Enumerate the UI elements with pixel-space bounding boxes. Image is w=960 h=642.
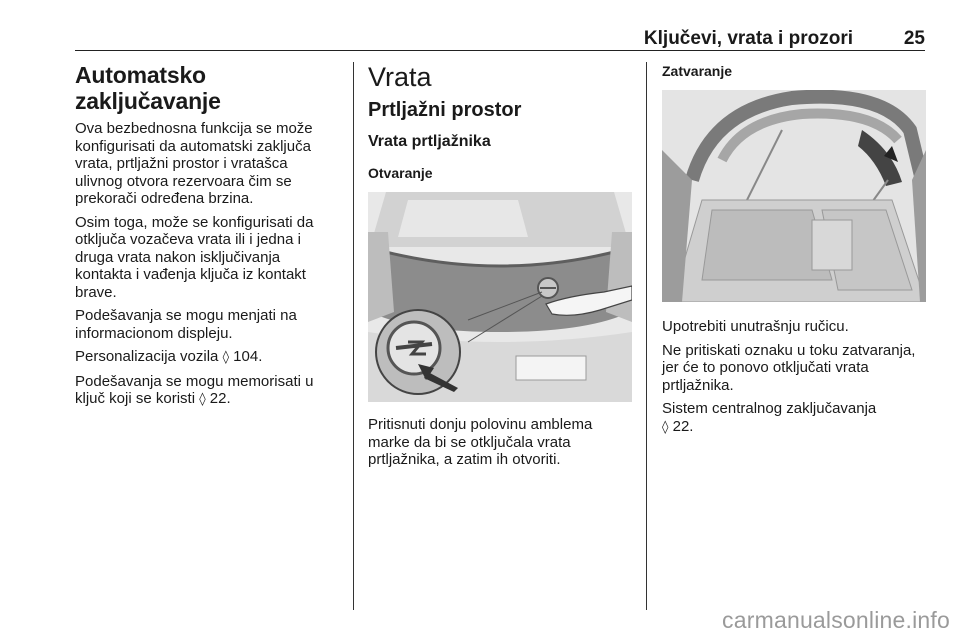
subheading-opening: Otvaranje <box>368 165 433 181</box>
page-reference-icon: ◊ <box>222 350 230 365</box>
chapter-heading-doors: Vrata <box>368 62 432 92</box>
paragraph: Osim toga, može se konfigurisati da otključa vozačeva vrata ili i jedna i druga vrata nakon isključivanja kontakta i vađenja ključa iz kontakt brave. <box>75 213 314 301</box>
subsection-heading-tailgate: Vrata prtljažnika <box>368 133 491 150</box>
paragraph-text: Sistem centralnog zaključavanja <box>662 400 877 417</box>
paragraph: Podešavanja se mogu menjati na informacionom displeju. <box>75 307 297 342</box>
paragraph-with-reference <box>662 400 926 436</box>
paragraph: Upotrebiti unutrašnju ručicu. <box>662 318 849 335</box>
paragraph-text: Podešavanja se mogu memorisati u ključ koji se koristi <box>75 372 314 407</box>
paragraph-text: Personalizacija vozila <box>75 348 223 365</box>
column-doors <box>368 62 632 475</box>
column-divider-1 <box>353 62 354 610</box>
tailgate-opening-illustration <box>368 192 632 402</box>
page-number: 25 <box>903 28 925 49</box>
page-reference-icon: ◊ <box>199 392 206 407</box>
page-reference[interactable]: 104. <box>229 348 263 365</box>
page-reference-icon: ◊ <box>662 419 669 435</box>
paragraph: Ne pritiskati oznaku u toku zatvaranja, jer će to ponovo otključati vrata prtljažnika. <box>662 341 916 394</box>
column-closing <box>662 62 926 442</box>
page-reference[interactable]: 22. <box>205 390 231 407</box>
chapter-title: Ključevi, vrata i prozori <box>643 28 853 49</box>
paragraph-with-reference <box>75 373 337 409</box>
section-heading-automatic-locking: Automatsko zaključavanje <box>75 62 221 114</box>
page-reference[interactable]: 22. <box>668 417 694 435</box>
subheading-closing: Zatvaranje <box>662 63 733 79</box>
figure-caption: Pritisnuti donju polovinu amblema marke da bi se otključala vrata prtljažnika, a zatim ih otvoriti. <box>368 416 593 468</box>
watermark: carmanualsonline.info <box>722 607 950 633</box>
column-automatic-locking <box>75 62 337 415</box>
paragraph: Ova bezbednosna funkcija se može konfigurisati da automatski zaključa vrata, prtljažni prostor i vratašca ulivnog otvora rezervoara čim se prekorači određena brzina. <box>75 120 313 207</box>
tailgate-closing-illustration <box>662 90 926 302</box>
page-header <box>75 28 925 51</box>
column-divider-2 <box>646 62 647 610</box>
paragraph-with-reference <box>75 348 337 367</box>
section-heading-luggage: Prtljažni prostor <box>368 99 522 121</box>
